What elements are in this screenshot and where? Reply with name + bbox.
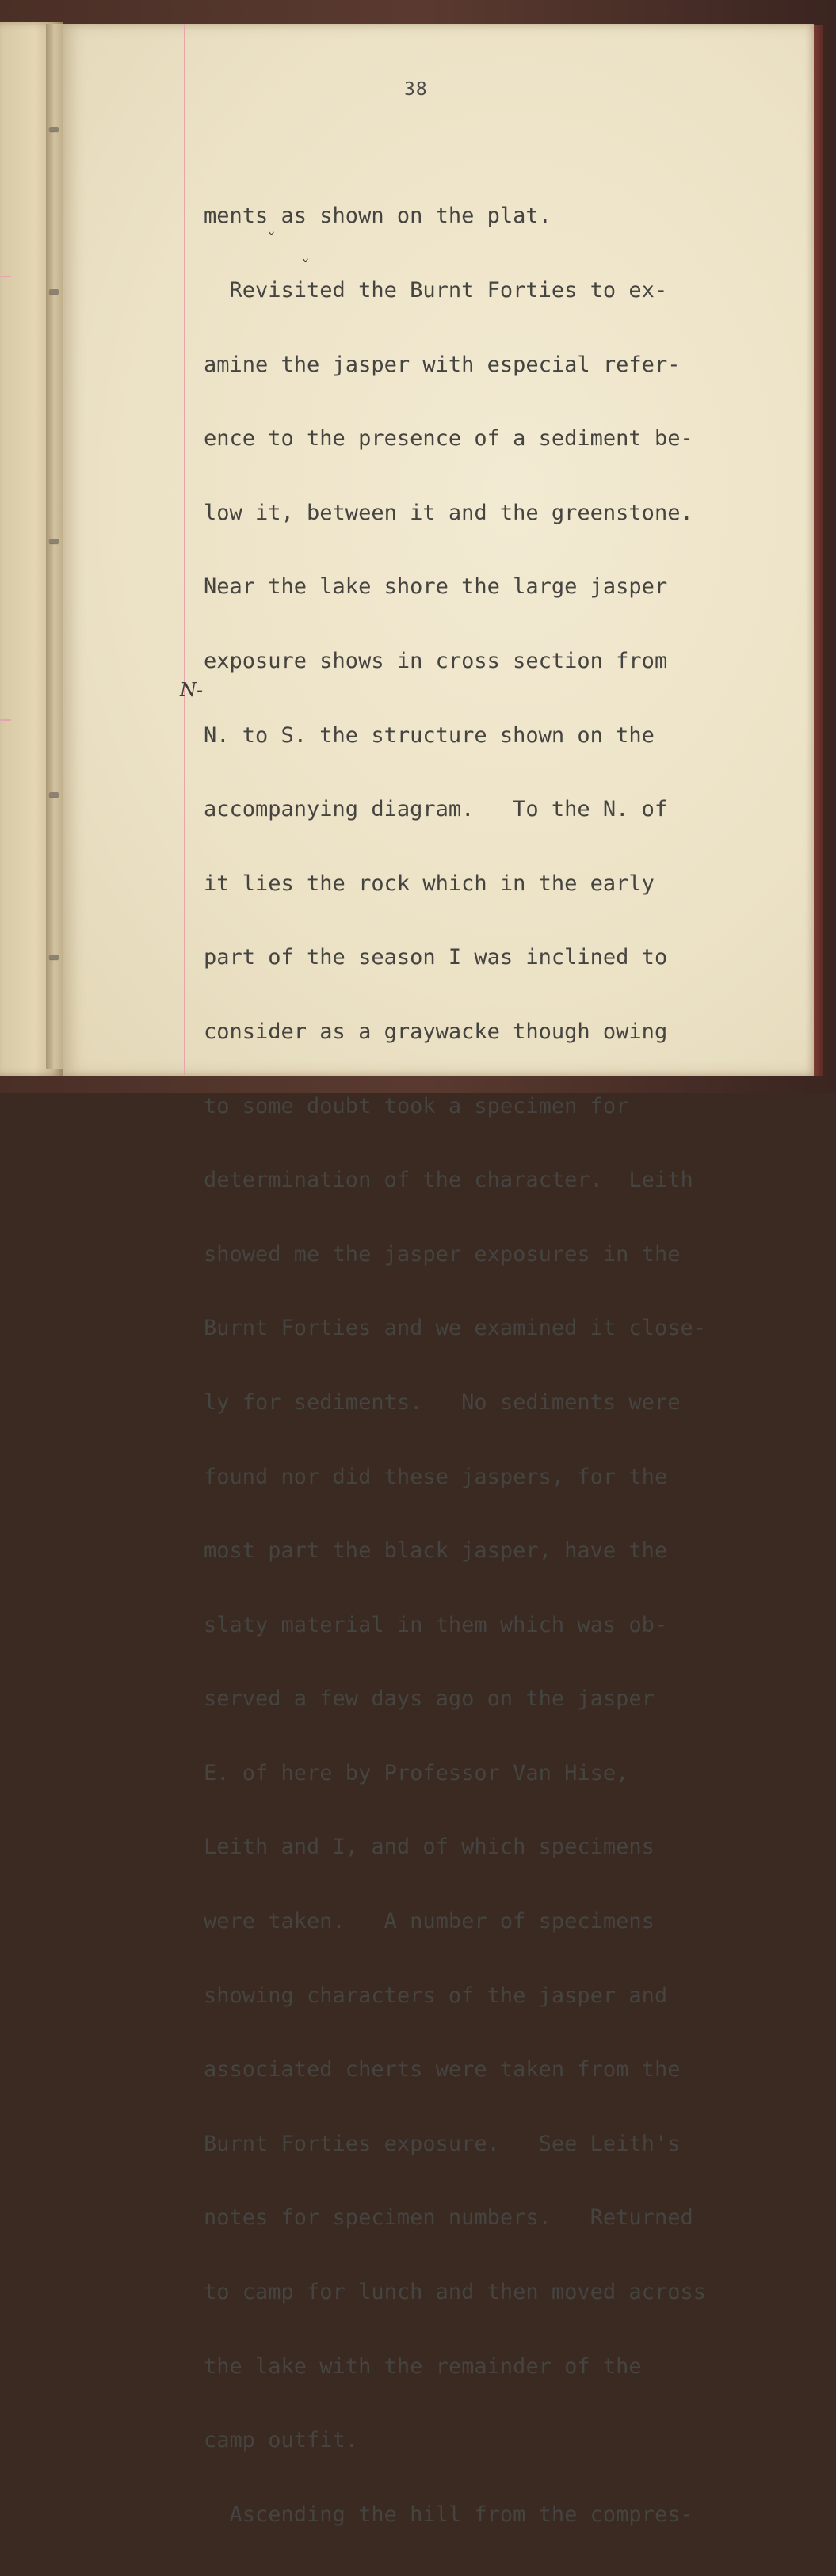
text-line: associated cherts were taken from the [204,2057,681,2083]
text-line: Leith and I, and of which specimens [204,1835,655,1860]
text-line: N. to S. the structure shown on the [204,722,655,748]
text-line: Burnt Forties and we examined it close- [204,1316,706,1341]
text-line: accompanying diagram. To the N. of [204,797,668,822]
text-line: Burnt Forties exposure. See Leith's [204,2131,681,2156]
binding-stitch [49,792,59,797]
binding-stitch [49,539,59,543]
text-line: most part the black jasper, have the [204,1538,668,1564]
insertion-caret-mark: ˇ [267,231,276,251]
text-line: camp outfit. [204,2428,359,2453]
text-line: to some doubt took a specimen for [204,1093,629,1118]
notebook-page [63,24,814,2527]
text-line: amine the jasper with especial refer- [204,352,681,377]
text-line: ments as shown on the plat. [204,204,552,229]
text-line: consider as a graywacke though owing [204,1019,668,1044]
text-line: showing characters of the jasper and [204,1983,668,2008]
text-line: showed me the jasper exposures in the [204,1241,681,1267]
margin-rule [184,24,185,1076]
text-line: to camp for lunch and then moved across [204,2280,706,2305]
book-gutter [46,24,63,1069]
text-line: ly for sediments. No sediments were [204,1389,681,1415]
text-line: low it, between it and the greenstone. [204,500,693,525]
page-edge [814,25,823,1076]
text-line: ence to the presence of a sediment be- [204,426,693,452]
text-line: determination of the character. Leith [204,1168,693,1193]
text-line: found nor did these jaspers, for the [204,1464,668,1489]
page-number: 38 [404,79,428,100]
binding-stitch [49,955,59,959]
binding-stitch [49,289,59,294]
insertion-caret-mark: ˇ [301,258,310,278]
text-line: Near the lake shore the large jasper [204,574,668,600]
left-page-margin-mark [0,719,11,721]
text-line: part of the season I was inclined to [204,945,668,970]
text-line: were taken. A number of specimens [204,1909,655,1934]
text-line: served a few days ago on the jasper [204,1686,655,1712]
text-line: it lies the rock which in the early [204,871,655,896]
handwritten-margin-annotation: N- [180,679,204,701]
binding-stitch [49,127,59,131]
typed-text [204,154,790,2576]
text-line: Ascending the hill from the compres- [204,2502,693,2527]
text-line: E. of here by Professor Van Hise, [204,1760,629,1785]
text-line: exposure shows in cross section from [204,648,668,673]
text-line: notes for specimen numbers. Returned [204,2205,693,2231]
text-line: the lake with the remainder of the [204,2353,642,2379]
left-page-margin-mark [0,276,11,277]
text-line: slaty material in them which was ob- [204,1612,668,1637]
text-line: Revisited the Burnt Forties to ex- [204,278,668,303]
